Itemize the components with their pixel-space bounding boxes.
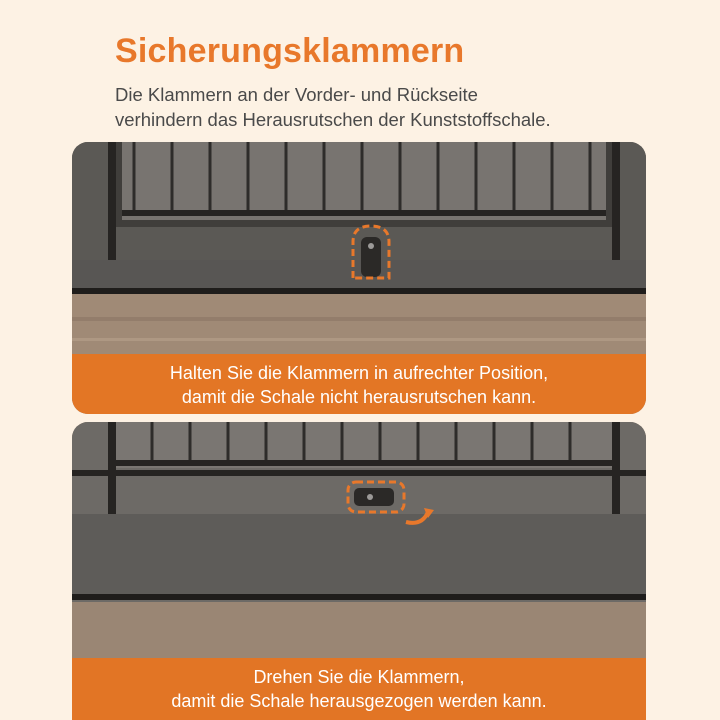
subtitle-line-1: Die Klammern an der Vorder- und Rückseite	[115, 84, 478, 105]
caption-line-2: damit die Schale herausgezogen werden kann.	[171, 691, 547, 711]
caption-line-2: damit die Schale nicht herausrutschen kann.	[181, 387, 537, 407]
caption-clamp-rotated	[72, 658, 646, 720]
photo-clamp-rotated	[72, 422, 646, 720]
caption-clamp-upright	[72, 354, 646, 414]
page-subtitle	[115, 82, 675, 132]
subtitle-line-2: verhindern das Herausrutschen der Kunststoffschale.	[115, 109, 551, 130]
photo-clamp-upright	[72, 142, 646, 414]
caption-line-1: Halten Sie die Klammern in aufrechter Position,	[169, 363, 549, 383]
page-title: Sicherungsklammern	[115, 32, 465, 70]
caption-line-1: Drehen Sie die Klammern,	[253, 667, 465, 687]
